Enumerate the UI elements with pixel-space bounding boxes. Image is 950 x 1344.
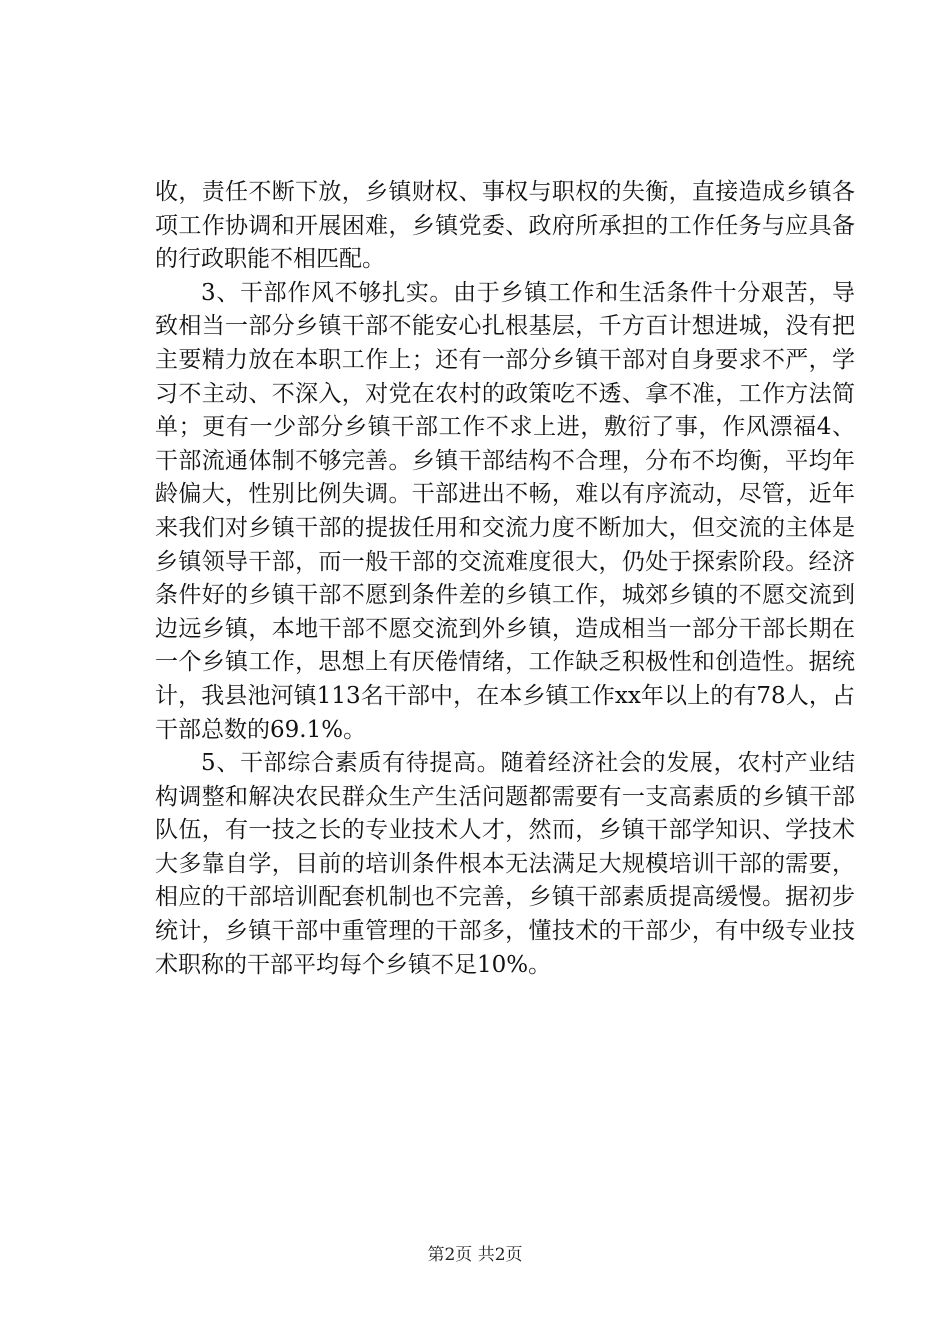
paragraph-cadre-style: 3、干部作风不够扎实。由于乡镇工作和生活条件十分艰苦，导致相当一部分乡镇干部不能安心扎根基层，千方百计想进城，没有把主要精力放在本职工作上；还有一部分乡镇干部对自身要求不严，学习不主动、不深入，对党在农村的政策吃不透、拿不准，工作方法简单；更有一少部分乡镇干部工作不求上进，敷衍了事，作风漂福4、干部流通体制不够完善。乡镇干部结构不合理，分布不均衡，平均年龄偏大，性别比例失调。干部进出不畅，难以有序流动，尽管，近年来我们对乡镇干部的提拔任用和交流力度不断加大，但交流的主体是乡镇领导干部，而一般干部的交流难度很大，仍处于探索阶段。经济条件好的乡镇干部不愿到条件差的乡镇工作，城郊乡镇的不愿交流到边远乡镇，本地干部不愿交流到外乡镇，造成相当一部分干部长期在一个乡镇工作，思想上有厌倦情绪，工作缺乏积极性和创造性。据统计，我县池河镇113名干部中，在本乡镇工作xx年以上的有78人，占干部总数的69.1%。 [155,279,855,743]
paragraph-continuation: 收，责任不断下放，乡镇财权、事权与职权的失衡，直接造成乡镇各项工作协调和开展困难，乡镇党委、政府所承担的工作任务与应具备的行政职能不相匹配。 [155,179,855,273]
paragraph-cadre-quality: 5、干部综合素质有待提高。随着经济社会的发展，农村产业结构调整和解决农民群众生产生活问题都需要有一支高素质的乡镇干部队伍，有一技之长的专业技术人才，然而，乡镇干部学知识、学技术大多靠自学，目前的培训条件根本无法满足大规模培训干部的需要，相应的干部培训配套机制也不完善，乡镇干部素质提高缓慢。据初步统计，乡镇干部中重管理的干部多，懂技术的干部少，有中级专业技术职称的干部平均每个乡镇不足10%。 [155,750,855,978]
document-body [155,176,855,982]
page-number-footer: 第2页 共2页 [427,1245,523,1265]
